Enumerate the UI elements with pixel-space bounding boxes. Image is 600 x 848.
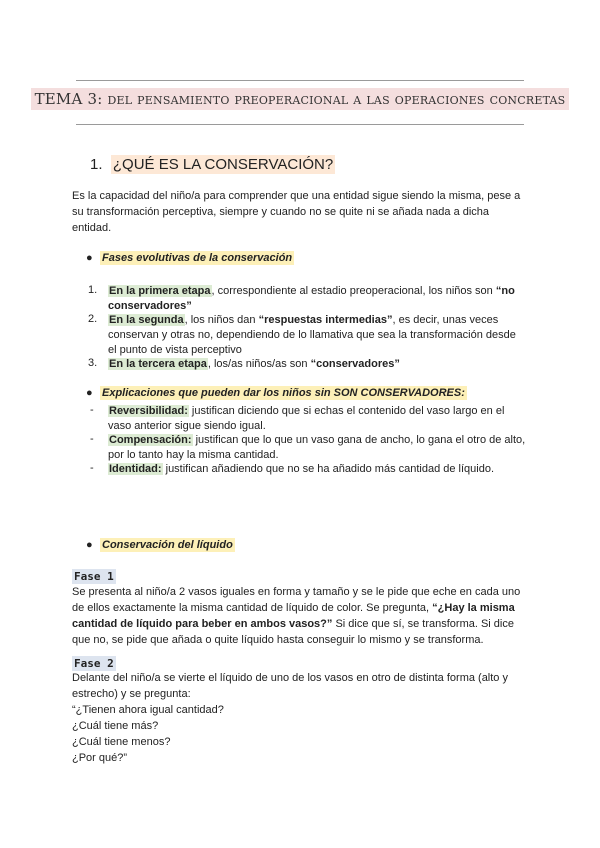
liquid-heading: ● Conservación del líquido — [86, 539, 233, 551]
list-item: En la tercera etapa, los/as niños/as son “conservadores” — [109, 358, 400, 370]
list-item: En la segunda, los niños dan “respuestas intermedias”, es decir, unas veces conservan y otras no, dependiendo de lo llamativa que sea la transformación desde el punto de vista perceptivo — [108, 314, 516, 356]
section-heading: 1. ¿QUÉ ES LA CONSERVACIÓN? — [90, 156, 334, 173]
phases-heading: ● Fases evolutivas de la conservación — [86, 252, 293, 264]
list-dash: - — [90, 404, 94, 416]
list-number: 1. — [88, 284, 98, 296]
list-number: 2. — [88, 313, 98, 325]
list-dash: - — [90, 462, 94, 474]
fase-1-paragraph: Se presenta al niño/a 2 vasos iguales en forma y tamaño y se le pide que eche en cada uno de ellos exactamente la misma cantidad de líquido de color. Se pregunta, “¿Hay la misma cantidad de líquido para beber en ambos vasos?” Si dice que sí, se transforma. Si dice que no, se pide que añada o quite líquido hasta conseguir lo mismo y se transforma. — [72, 586, 521, 646]
fase-2-paragraph: Delante del niño/a se vierte el líquido de uno de los vasos en otro de distinta forma (alto y estrecho) y se pregunta: “¿Tienen ahora igual cantidad? ¿Cuál tiene más? ¿Cuál tiene menos? ¿Por qué?” — [72, 672, 508, 764]
list-item: Compensación: justifican que lo que un vaso gana de ancho, lo gana el otro de alto, por lo tanto hay la misma cantidad. — [108, 434, 526, 461]
list-item: Identidad: justifican añadiendo que no se ha añadido más cantidad de líquido. — [109, 463, 495, 475]
list-item: Reversibilidad: justifican diciendo que si echas el contenido del vaso largo en el vaso anterior sigue siendo igual. — [108, 405, 505, 432]
list-item: En la primera etapa, correspondiente al estadio preoperacional, los niños son “no conservadores” — [108, 285, 515, 312]
fase-2-label: Fase 2 — [74, 657, 114, 670]
page-title: TEMA 3: del pensamiento preoperacional a las operaciones concretas — [0, 90, 600, 109]
title-rule — [76, 124, 524, 125]
fase-1-label: Fase 1 — [74, 570, 114, 583]
list-number: 3. — [88, 357, 98, 369]
intro-paragraph: Es la capacidad del niño/a para comprender que una entidad sigue siendo la misma, pese a su transformación perceptiva, siempre y cuando no se quite ni se añada nada a dicha entidad. — [72, 190, 521, 234]
list-dash: - — [90, 433, 94, 445]
top-rule — [76, 80, 524, 81]
explanations-heading: ● Explicaciones que pueden dar los niños sin SON CONSERVADORES: — [86, 387, 465, 399]
